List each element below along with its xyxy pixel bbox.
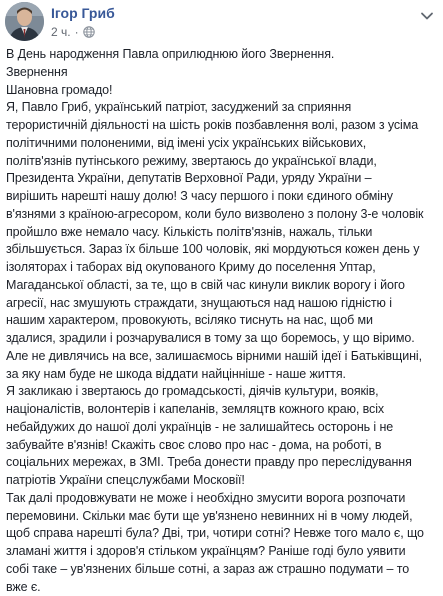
- meta-separator: ·: [75, 24, 79, 40]
- post-text-line: В День народження Павла оприлюднюю його Звернення.: [6, 46, 438, 64]
- post-timestamp[interactable]: 2 ч.: [51, 24, 71, 40]
- post-text-line: нашим характером, провокують, всіляко тиснуть на нас, щоб ми: [6, 312, 438, 330]
- post-text-line: Звернення: [6, 64, 438, 82]
- post-text-line: Так далі продовжувати не може і необхідно змусити ворога розпочати: [6, 490, 438, 508]
- post-text-line: політв'язнів путінського режиму, звертаюсь до української влади,: [6, 153, 438, 171]
- post-text-line: Шановна громадо!: [6, 82, 438, 100]
- post-text-line: збільшується. Зараз їх більше 100 чоловік, які мордуються кожен день у: [6, 241, 438, 259]
- post-text-line: зламані життя і здоров'я стільком українцям? Раніше годі було уявити: [6, 543, 438, 561]
- post-text-line: терористичній діяльності на шість років позбавлення волі, разом з усіма: [6, 117, 438, 135]
- post-text-line: Я закликаю і звертаюсь до громадськості, діячів культури, вояків,: [6, 383, 438, 401]
- post-text-line: Президента України, депутатів Верховної Ради, уряду України –: [6, 170, 438, 188]
- post-text-line: націоналістів, волонтерів і капеланів, земляцтв кожного краю, всіх: [6, 401, 438, 419]
- post-text-line: вирішить нарешті нашу долю! З часу першого і поки єдиного обміну: [6, 188, 438, 206]
- profile-photo-icon: [5, 2, 44, 41]
- post-text-line: за яку нам буде не шкода віддати найцінніше - наше життя.: [6, 366, 438, 384]
- globe-icon[interactable]: [83, 26, 95, 38]
- post-text-line: небайдужих до нашої долі українців - не залишайтесь осторонь і не: [6, 419, 438, 437]
- avatar[interactable]: [5, 2, 44, 41]
- post-text-line: соціальних мережах, в ЗМІ. Треба донести правду про переслідування: [6, 454, 438, 472]
- post-text-line: щоб справа нарешті була? Дві, три, чотири сотні? Невже того мало є, що: [6, 525, 438, 543]
- post-text-line: здалися, зрадили і розчарувалися в тому за що боремось, у що віримо.: [6, 330, 438, 348]
- post-text-line: ізоляторах і таборах від окупованого Криму до поселення Уптар,: [6, 259, 438, 277]
- post-text-line: в'язнями з країною-агресором, коли було визволено з полону 3-е чоловік: [6, 206, 438, 224]
- post-text-line: собі таке – ув'язнених більше сотні, а зараз аж страшно подумати – то: [6, 561, 438, 579]
- post-text-line: пройшло вже немало часу. Кількість політв'язнів, нажаль, тільки: [6, 224, 438, 242]
- post-text-line: Магаданської області, за те, що в свій час кинули виклик ворогу і його: [6, 277, 438, 295]
- post-text: [6, 46, 438, 596]
- post-text-line: забувайте в'язнів! Скажіть своє слово про нас - дома, на роботі, в: [6, 437, 438, 455]
- post-meta: [51, 24, 95, 40]
- chevron-down-icon[interactable]: [419, 10, 435, 22]
- post-author-name[interactable]: Ігор Гриб: [51, 4, 115, 22]
- post-text-line: Але не дивлячись на все, залишаємось вірними нашій ідеї і Батьківщині,: [6, 348, 438, 366]
- post-text-line: політичними полоненими, від імені усіх українських військових,: [6, 135, 438, 153]
- post-text-line: агресії, нас змушують страждати, знущаються над нашою гідністю і: [6, 295, 438, 313]
- post-text-line: перемовини. Скільки має бути ще ув'язнено невинних ні в чому людей,: [6, 508, 438, 526]
- post-text-line: Я, Павло Гриб, український патріот, засуджений за сприяння: [6, 99, 438, 117]
- post-text-line: патріотів України спецслужбами Московії!: [6, 472, 438, 490]
- post-text-line: вже є.: [6, 579, 438, 596]
